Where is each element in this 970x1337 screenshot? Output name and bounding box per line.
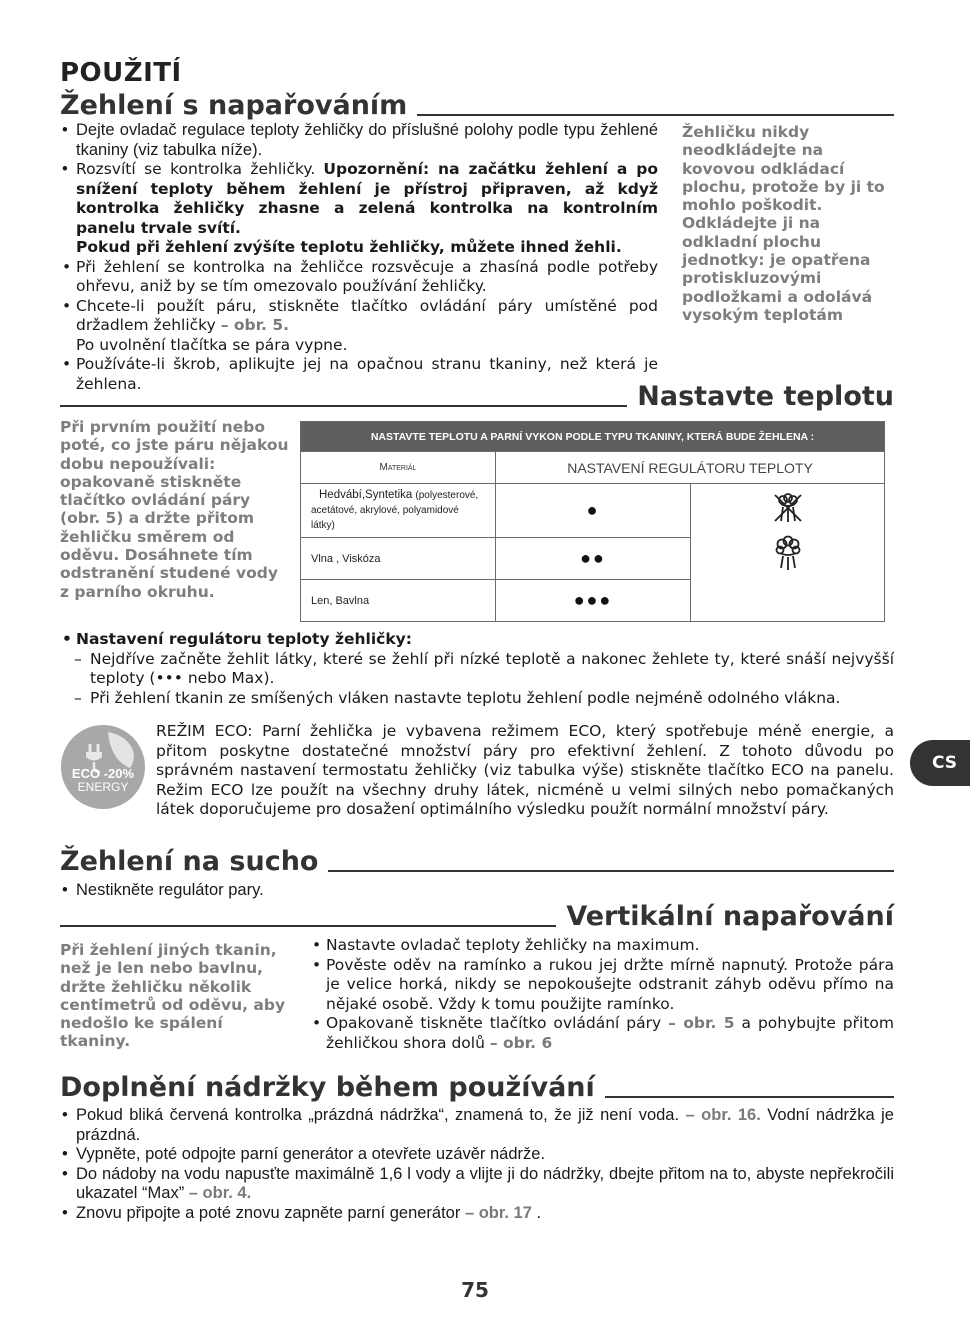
heading-text: Nastavte teplotu [637, 381, 894, 412]
list-item: • Nastavení regulátoru teploty žehličky: [60, 630, 894, 650]
list-item: • Vypněte, poté odpojte parní generátor a otevřete uzávěr nádrže. [60, 1145, 894, 1165]
table-header: NASTAVTE TEPLOTU A PARNÍ VYKON PODLE TYPU TKANINY, KTERÁ BUDE ŽEHLENA : [301, 422, 885, 452]
figure-ref: – obr. 4. [188, 1184, 252, 1202]
list-item: • Při žehlení se kontrolka na žehličce rozsvěcuje a zhasíná podle potřeby ohřevu, aniž by se tím omezovalo používání žehličky. [60, 258, 658, 297]
setting-dots: ● [496, 484, 691, 538]
sidenote-distance: Při žehlení jiných tkanin, než je len nebo bavlnu, držte žehličku několik centimetrů od oděvu, aby nedošlo ke spálení tkaniny. [60, 941, 286, 1051]
heading-text: Doplnění nádržky během používání [60, 1072, 595, 1103]
list-item: • Do nádoby na vodu napusťte maximálně 1,6 l vody a vlijte ji do nádržky, dbejte přitom na to, abyste nepřekročili ukazatel “Max” – obr. 4. [60, 1165, 894, 1204]
table-row [301, 538, 885, 580]
icon-cell [691, 538, 885, 622]
steam-ironing-body [60, 121, 658, 394]
figure-ref: – obr. 17 [464, 1203, 532, 1222]
badge-percent: -20% [103, 766, 135, 781]
list-item: • Dejte ovladač regulace teploty žehličky do příslušné polohy podle typu žehlené tkaniny (viz tabulka níže). [60, 121, 658, 160]
figure-ref: – obr. 6 [489, 1033, 553, 1052]
steam-icon [771, 534, 805, 574]
table-row [301, 484, 885, 538]
warning-text: Upozornění: na začátku žehlení a po snížení teploty během žehlení je přístroj připraven, až když kontrolka žehličky zhasne a zelená kontrolka na kontrolním panelu trvale svítí. [76, 160, 658, 237]
setting-dots: ●● [496, 538, 691, 580]
temperature-table [300, 421, 885, 622]
list-item: • Používáte-li škrob, aplikujte jej na opačnou stranu tkaniny, než která je žehlena. [60, 355, 658, 394]
section-heading-dry-ironing [60, 848, 894, 875]
figure-ref: – obr. 5 [668, 1014, 735, 1032]
heading-rule [605, 1096, 894, 1098]
material-cell: Vlna , Viskóza [301, 538, 496, 580]
section-heading-refill [60, 1074, 894, 1101]
dry-ironing-body [60, 881, 894, 901]
column-header-material: Materiál [301, 452, 496, 484]
dash-item: – Při žehlení tkanin ze smíšených vláken nastavte teplotu žehlení podle nejméně odolného vlákna. [74, 688, 841, 707]
dash-item: – Nejdříve začněte žehlit látky, které se žehlí při nízké teplotě a nakonec žehlete ty, které snáší nejvyšší teploty (••• nebo Max). [74, 649, 894, 687]
figure-ref: – obr. 16. [685, 1106, 761, 1124]
heading-text: Žehlení na sucho [60, 846, 319, 877]
list-item: • Rozsvítí se kontrolka žehličky. Upozornění: na začátku žehlení a po snížení teploty během žehlení je přístroj připraven, až když kontrolka žehličky zhasne a zelená kontrolka na kontrolním panelu trvale svítí. [60, 160, 658, 238]
eco-badge [60, 724, 146, 810]
list-item: • Opakovaně tiskněte tlačítko ovládání páry – obr. 5 a pohybujte přitom žehličkou shora dolů – obr. 6 [310, 1014, 894, 1053]
list-item: • Pověste oděv na ramínko a rukou jej držte mírně napnutý. Protože pára je velice horká, nikdy se nepokoušejte odstranit záhyb oděvu přímo na nějaké osobě. Vždy k tomu použijte ramínko. [310, 956, 894, 1015]
section-heading-vertical-steam [60, 903, 894, 930]
heading-text: Žehlení s napařováním [60, 90, 408, 121]
page-title: POUŽITÍ [60, 58, 182, 88]
heading-rule [328, 870, 894, 872]
heading-rule [60, 405, 627, 407]
badge-energy: ENERGY [77, 780, 129, 794]
list-item: • Nastavte ovladač teploty žehličky na maximum. [310, 936, 894, 956]
bold-note: Pokud při žehlení zvýšíte teplotu žehličky, můžete ihned žehli. [76, 238, 622, 256]
setting-dots: ●●● [496, 580, 691, 622]
icon-cell [691, 484, 885, 538]
heading-rule [60, 925, 556, 927]
language-tab: CS [910, 740, 970, 786]
column-header-setting: NASTAVENÍ REGULÁTORU TEPLOTY [496, 452, 885, 484]
badge-eco-text: ECO [71, 766, 101, 781]
section-heading-steam-ironing [60, 92, 894, 119]
refill-body [60, 1106, 894, 1223]
material-cell: Hedvábí,Syntetika (polyesterové, acetátové, akrylové, polyamidové látky) [301, 484, 496, 538]
material-cell: Len, Bavlna [301, 580, 496, 622]
list-item: • Chcete-li použít páru, stiskněte tlačítko ovládání páry umístěné pod držadlem žehličky – obr. 5. [60, 297, 658, 336]
sidenote-storage: Žehličku nikdy neodkládejte na kovovou odkládací plochu, protože by ji to mohlo poškodit. Odkládejte ji na odkladní plochu jednotky: je opatřena protiskluzovými podložkami a odolává vysokým teplotám [682, 123, 885, 324]
list-item: • Nestikněte regulátor pary. [60, 881, 894, 901]
regulator-settings [60, 630, 894, 708]
section-heading-set-temperature [60, 383, 894, 410]
list-item: • Znovu připojte a poté znovu zapněte parní generátor – obr. 17 . [60, 1204, 894, 1224]
after-line: Po uvolnění tlačítka se pára vypne. [76, 335, 348, 354]
heading-rule [417, 114, 894, 116]
sidenote-first-use: Při prvním použití nebo poté, co jste páru nějakou dobu nepoužívali: opakovaně stiskněte tlačítko ovládání páry (obr. 5) a držte přitom žehličku směrem od oděvu. Dosáhnete tím odstranění studené vody z parního okruhu. [60, 418, 289, 601]
page-number: 75 [461, 1278, 489, 1302]
no-steam-icon [771, 491, 805, 525]
list-item: • Pokud bliká červená kontrolka „prázdná nádržka“, znamená to, že již není voda. – obr. 16. Vodní nádržka je prázdná. [60, 1106, 894, 1145]
eco-mode-text: REŽIM ECO: Parní žehlička je vybavena režimem ECO, který spotřebuje méně energie, a přitom poskytne dostatečné množství páry pro efektivní žehlení. Z tohoto důvodu po správném nastavení termostatu žehličky (viz tabulka výše) stiskněte tlačítko ECO na panelu. Režim ECO lze použít na všechny druhy látek, nicméně u velmi silných nebo pomačkaných látek doporučujeme pro dosažení optimálního výsledku použít normální množství páry. [156, 722, 894, 818]
vertical-steam-body [310, 936, 894, 1053]
heading-text: Vertikální napařování [566, 901, 894, 932]
figure-ref: – obr. 5. [220, 316, 290, 334]
